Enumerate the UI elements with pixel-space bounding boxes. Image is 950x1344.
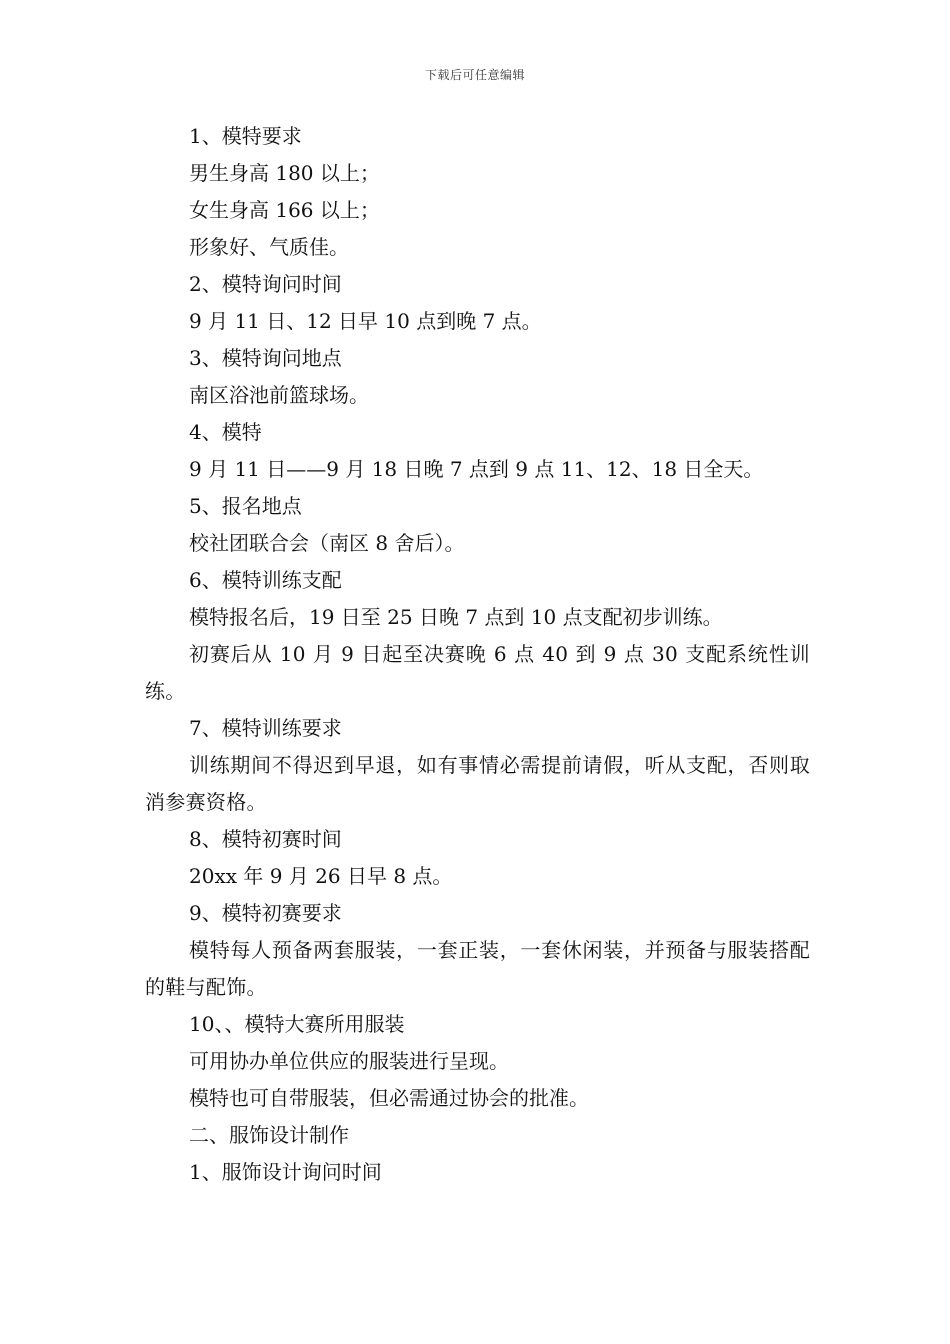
section-heading: 6、模特训练支配: [189, 568, 342, 592]
body-line: 男生身高 180 以上；: [189, 161, 380, 185]
body-line: 南区浴池前篮球场。: [189, 383, 369, 407]
page-header-note: 下载后可任意编辑: [424, 68, 525, 82]
body-line: 模特也可自带服装，但必需通过协会的批准。: [189, 1086, 589, 1110]
section-heading: 9、模特初赛要求: [189, 901, 342, 925]
chapter-heading: 二、服饰设计制作: [189, 1123, 349, 1147]
section-heading: 4、模特: [189, 420, 262, 444]
body-paragraph: 初赛后从 10 月 9 日起至决赛晚 6 点 40 到 9 点 30 支配系统性训练。: [145, 642, 810, 703]
section-heading: 1、模特要求: [189, 124, 302, 148]
body-line: 模特报名后，19 日至 25 日晚 7 点到 10 点支配初步训练。: [189, 605, 723, 629]
section-heading: 3、模特询问地点: [189, 346, 342, 370]
body-paragraph: 训练期间不得迟到早退，如有事情必需提前请假，听从支配，否则取消参赛资格。: [145, 753, 810, 814]
body-line: 20xx 年 9 月 26 日早 8 点。: [189, 864, 453, 888]
body-line: 可用协办单位供应的服装进行呈现。: [189, 1049, 509, 1073]
body-line: 形象好、气质佳。: [189, 235, 349, 259]
body-paragraph: 模特每人预备两套服装，一套正装，一套休闲装，并预备与服装搭配的鞋与配饰。: [145, 938, 810, 999]
section-heading: 7、模特训练要求: [189, 716, 342, 740]
body-line: 女生身高 166 以上；: [189, 198, 380, 222]
body-line: 校社团联合会（南区 8 舍后）。: [189, 531, 465, 555]
section-heading: 8、模特初赛时间: [189, 827, 342, 851]
section-heading: 10、、模特大赛所用服装: [189, 1012, 405, 1036]
body-line: 9 月 11 日——9 月 18 日晚 7 点到 9 点 11、12、18 日全天。: [189, 457, 764, 481]
body-line: 9 月 11 日、12 日早 10 点到晚 7 点。: [189, 309, 542, 333]
section-heading: 5、报名地点: [189, 494, 302, 518]
section-heading: 1、服饰设计询问时间: [189, 1160, 382, 1184]
section-heading: 2、模特询问时间: [189, 272, 342, 296]
document-body: [145, 118, 810, 1191]
